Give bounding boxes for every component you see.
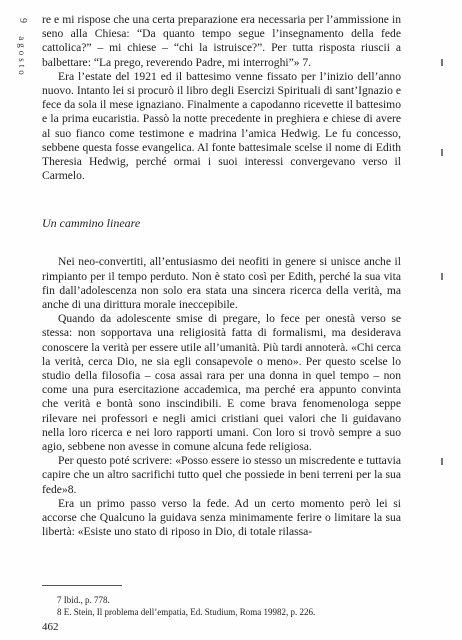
footnote: 8 E. Stein, Il problema dell’empatia, Ed. Studium, Roma 19982, p. 226. — [57, 607, 316, 617]
page-body — [42, 13, 401, 540]
paragraph: Quando da adolescente smise di pregare, lo fece per onestà verso se stessa: non sopportava una religiosità fatta di formalismi, ma desiderava conoscere la verità per essere utile all’umanità. Più tardi annoterà. «Chi cerca la verità, cerca Dio, ne sia egli consapevole o meno». Per questo scelse lo studio della filosofia – cosa assai rara per una donna in quel tempo – non come una pura esercitazione accademica, ma perché era appunto convinta che verità e bontà sono inscindibili. E come brava fenomenologa seppe rilevare nei professori e negli amici cristiani quei valori che li guidavano nella loro ricerca e nei loro rapporti umani. Con loro si trovò sempre a suo agio, sebbene non avesse in comune alcuna fede religiosa. — [42, 312, 401, 454]
scan-edge-mark — [441, 458, 443, 465]
paragraph: Per questo poté scrivere: «Posso essere io stesso un miscredente e tuttavia capire che un altro sacrifichi tutto quel che possiede in beni terreni per la sua fede»8. — [42, 454, 401, 496]
footnotes — [42, 585, 401, 618]
paragraph: Era un primo passo verso la fede. Ad un certo momento però lei si accorse che Qualcuno la guidava senza minimamente ferire o limitare la sua libertà: «Esiste uno stato di riposo in Dio, di totale rilassa- — [42, 496, 401, 539]
scan-edge-mark — [441, 273, 443, 280]
footnote-rule — [42, 585, 122, 586]
section-heading: Un cammino lineare — [42, 216, 141, 231]
scan-edge-mark — [441, 149, 443, 156]
paragraph: Era l’estate del 1921 ed il battesimo venne fissato per l’inizio dell’anno nuovo. Intanto lei si procurò il libro degli Esercizi Spirituali di sant’Ignazio e fece da sola il mese ignaziano. Finalmente a capodanno ricevette il battesimo e la prima eucaristia. Passò la notte precedente in preghiera e chiese di avere al suo fianco come testimone e madrina l’amica Hedwig. Le fu concesso, sebbene questa fosse evangelica. Al fonte battesimale scelse il nome di Edith Theresia Hedwig, perché ormai i suoi interessi convergevano verso il Carmelo. — [42, 69, 401, 183]
paragraph: Nei neo-convertiti, all’entusiasmo dei neofiti in genere si unisce anche il rimpianto per il tempo perduto. Non è stato così per Edith, perché la sua vita fin dall’adolescenza non solo era stata una sincera ricerca della verità, ma anche di una dirittura morale ineccepibile. — [42, 255, 401, 312]
page-number: 462 — [42, 621, 59, 633]
header-month: agosto — [17, 36, 27, 78]
paragraph: re e mi rispose che una certa preparazione era necessaria per l’ammissione in seno alla Chiesa: “Da quanto tempo segue l’insegnamento della fede cattolica?” – mi chiese – “chi la istruisce?”. Per tutta risposta riuscii a balbettare: “La prego, reverendo Padre, mi interroghi”» 7. — [42, 13, 401, 69]
header-day: 9 — [17, 18, 28, 26]
running-header-date — [17, 18, 28, 78]
footnote: 7 Ibid., p. 778. — [57, 595, 110, 605]
scan-edge-mark — [441, 59, 443, 66]
